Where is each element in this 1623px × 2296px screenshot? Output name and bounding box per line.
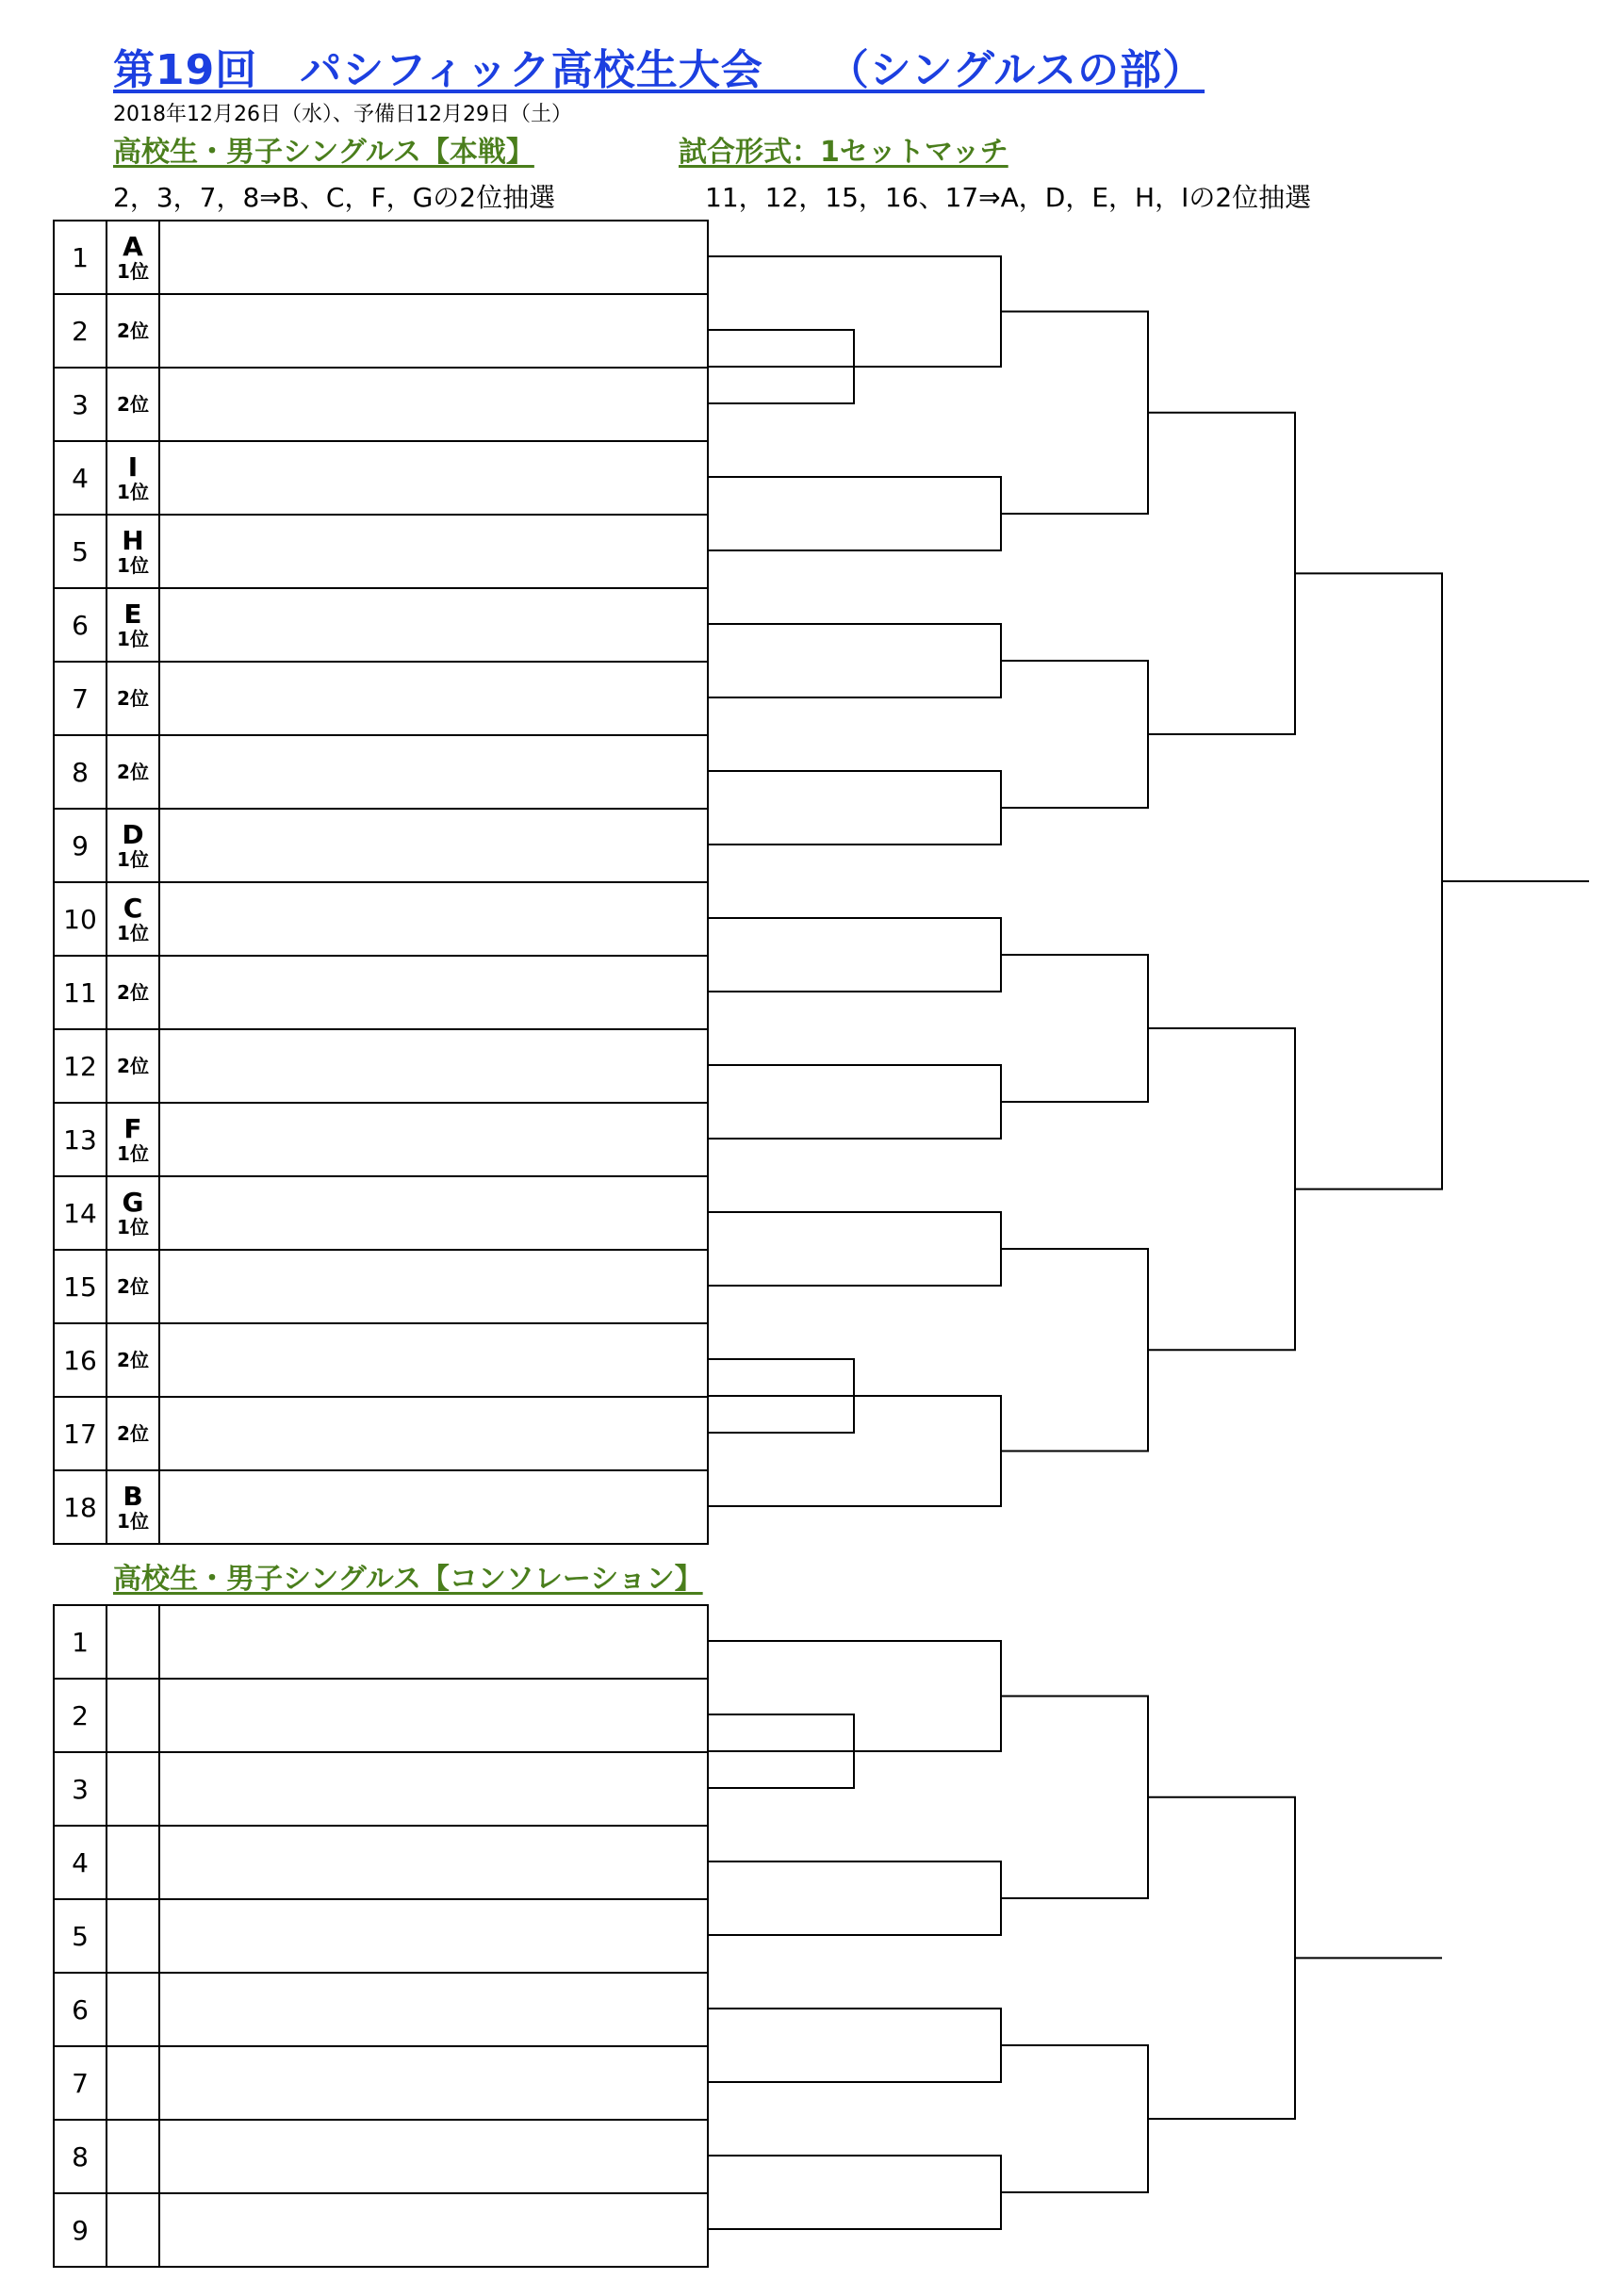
match-format: 試合形式：1セットマッチ <box>679 136 1008 169</box>
seed-group-letter: G <box>122 1187 144 1218</box>
main-draw-subtitle: 高校生・男子シングルス【本戦】 <box>113 136 534 169</box>
draw-number: 6 <box>54 1973 107 2046</box>
cons-r1-4-5 <box>707 1861 1001 1935</box>
draw-number: 5 <box>54 515 107 588</box>
draw-number: 10 <box>54 882 107 956</box>
main-r2-top <box>1001 312 1148 515</box>
draw-number: 16 <box>54 1323 107 1397</box>
draw-number: 7 <box>54 662 107 735</box>
seed-rank: 1位 <box>117 1142 149 1165</box>
page-title: 第19回 パシフィック高校生大会 （シングルスの部） <box>113 46 1205 94</box>
draw-number: 3 <box>54 1752 107 1826</box>
draw-number: 7 <box>54 2046 107 2120</box>
main-r2-bottom <box>1001 1249 1148 1451</box>
main-final <box>1295 573 1442 1189</box>
main-qf-bottom <box>1148 1028 1295 1350</box>
cons-final <box>1148 1797 1295 2119</box>
seed-rank: 1位 <box>117 1216 149 1238</box>
draw-number: 1 <box>54 221 107 294</box>
draw-number: 9 <box>54 2193 107 2267</box>
draw-number: 8 <box>54 735 107 809</box>
main-qf-top <box>1148 413 1295 734</box>
draw-number: 4 <box>54 441 107 515</box>
draw-number: 3 <box>54 368 107 441</box>
draw-number: 17 <box>54 1397 107 1470</box>
main-r1-12-13 <box>707 1065 1001 1139</box>
cons-sf-bottom <box>1001 2045 1148 2192</box>
draw-number: 2 <box>54 1679 107 1752</box>
draw-number: 12 <box>54 1029 107 1103</box>
seed-group-letter: A <box>123 231 143 262</box>
main-r1-8-9 <box>707 771 1001 845</box>
draw-number: 8 <box>54 2120 107 2193</box>
seed-rank: 2位 <box>117 393 149 416</box>
draw-note-left: 2，3，7，8⇒B、C，F，Gの2位抽選 <box>113 182 556 213</box>
seed-rank: 2位 <box>117 687 149 710</box>
draw-number: 4 <box>54 1826 107 1899</box>
seed-group-letter: E <box>123 599 142 630</box>
seed-rank: 1位 <box>117 481 149 503</box>
seed-rank: 1位 <box>117 848 149 871</box>
event-dates: 2018年12月26日（水）、予備日12月29日（土） <box>113 103 572 126</box>
seed-rank: 2位 <box>117 981 149 1004</box>
seed-rank: 1位 <box>117 260 149 283</box>
draw-number: 1 <box>54 1605 107 1679</box>
seed-rank: 1位 <box>117 1510 149 1533</box>
draw-number: 11 <box>54 956 107 1029</box>
seed-rank: 2位 <box>117 1422 149 1445</box>
draw-number: 5 <box>54 1899 107 1973</box>
draw-number: 14 <box>54 1176 107 1250</box>
main-r2-6-9 <box>1001 661 1148 808</box>
seed-group-letter: C <box>123 893 143 924</box>
cons-r1-8-9 <box>707 2156 1001 2229</box>
consolation-subtitle: 高校生・男子シングルス【コンソレーション】 <box>113 1563 703 1596</box>
draw-number: 13 <box>54 1103 107 1176</box>
main-r1-14-15 <box>707 1212 1001 1286</box>
seed-group-letter: H <box>122 525 144 556</box>
main-r1-6-7 <box>707 624 1001 697</box>
seed-group-letter: B <box>123 1481 143 1512</box>
seed-rank: 2位 <box>117 320 149 342</box>
cons-sf-top <box>1001 1697 1148 1899</box>
main-r2-10-13 <box>1001 955 1148 1102</box>
seed-rank: 1位 <box>117 554 149 577</box>
draw-number: 9 <box>54 809 107 882</box>
main-r1-4-5 <box>707 477 1001 550</box>
draw-number: 15 <box>54 1250 107 1323</box>
seed-group-letter: D <box>122 819 144 850</box>
seed-rank: 2位 <box>117 1275 149 1298</box>
seed-group-letter: I <box>127 451 139 483</box>
draw-number: 18 <box>54 1470 107 1544</box>
seed-rank: 2位 <box>117 1055 149 1077</box>
draw-number: 2 <box>54 294 107 368</box>
seed-rank: 1位 <box>117 922 149 944</box>
draw-number: 6 <box>54 588 107 662</box>
seed-group-letter: F <box>123 1113 142 1144</box>
seed-rank: 2位 <box>117 761 149 783</box>
cons-r1-6-7 <box>707 2009 1001 2082</box>
draw-note-right: 11，12，15，16、17⇒A，D，E，H，Iの2位抽選 <box>705 182 1312 213</box>
seed-rank: 2位 <box>117 1349 149 1371</box>
main-r1-10-11 <box>707 918 1001 992</box>
seed-rank: 1位 <box>117 628 149 650</box>
